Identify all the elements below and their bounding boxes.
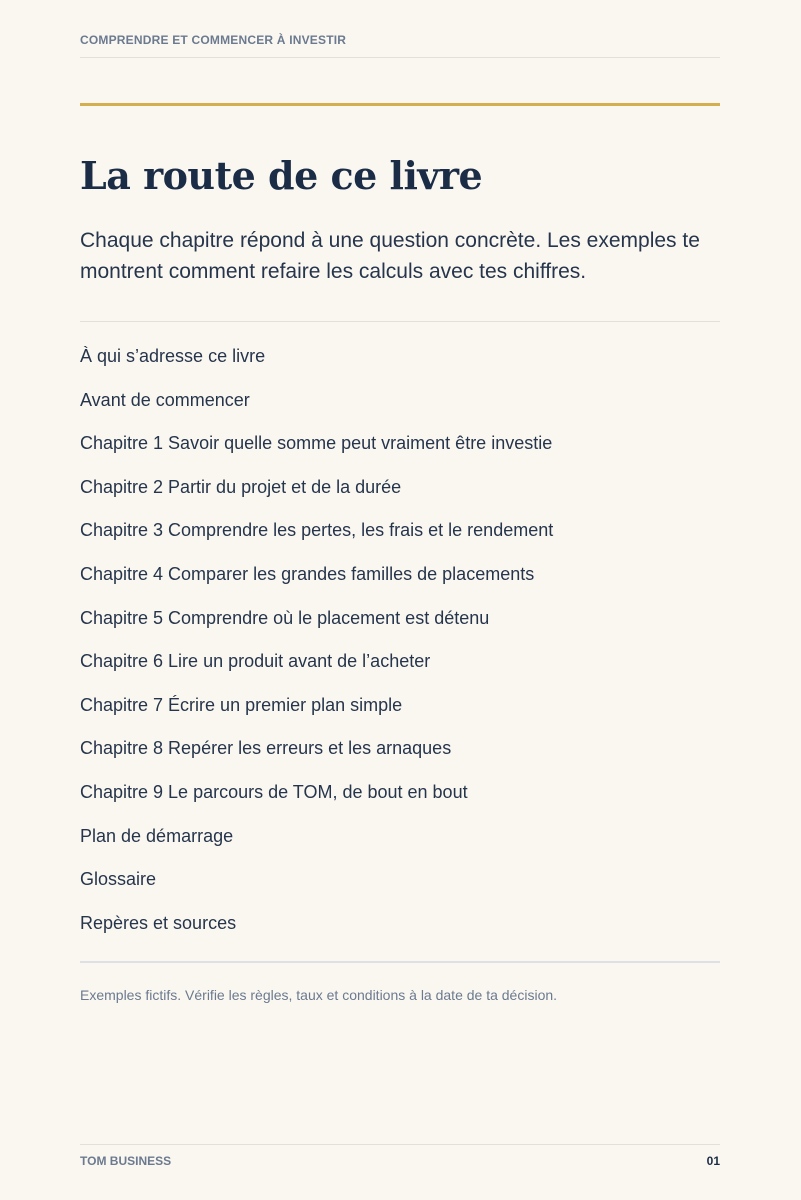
toc-item-chapter-6[interactable]: Chapitre 6 Lire un produit avant de l’acheter (80, 651, 431, 672)
toc-item-sources[interactable]: Repères et sources (80, 912, 237, 933)
toc-divider (80, 961, 720, 963)
toc-item-chapter-8[interactable]: Chapitre 8 Repérer les erreurs et les arnaques (80, 738, 452, 759)
intro-divider (80, 321, 720, 322)
toc-item-before-starting[interactable]: Avant de commencer (80, 389, 250, 410)
header-divider (80, 57, 720, 58)
page-number: 01 (706, 1154, 720, 1168)
toc-item-audience[interactable]: À qui s’adresse ce livre (80, 346, 266, 366)
toc-item-chapter-7[interactable]: Chapitre 7 Écrire un premier plan simple (80, 694, 403, 715)
toc-item-chapter-5[interactable]: Chapitre 5 Comprendre où le placement est détenu (80, 607, 490, 628)
toc-item-chapter-4[interactable]: Chapitre 4 Comparer les grandes familles de placements (80, 563, 535, 584)
page-title: La route de ce livre (80, 153, 483, 198)
toc-item-chapter-3[interactable]: Chapitre 3 Comprendre les pertes, les frais et le rendement (80, 520, 554, 541)
disclaimer-note: Exemples fictifs. Vérifie les règles, taux et conditions à la date de ta décision. (80, 987, 558, 1003)
running-header: COMPRENDRE ET COMMENCER À INVESTIR (80, 33, 347, 47)
toc-item-glossary[interactable]: Glossaire (80, 869, 157, 890)
intro-paragraph: Chaque chapitre répond à une question concrète. Les exemples te montrent comment refaire les calculs avec tes chiffres. (80, 229, 700, 283)
toc-item-chapter-1[interactable]: Chapitre 1 Savoir quelle somme peut vraiment être investie (80, 433, 553, 454)
footer-brand: TOM BUSINESS (80, 1154, 172, 1168)
footer-divider (80, 1144, 720, 1145)
toc-item-chapter-2[interactable]: Chapitre 2 Partir du projet et de la durée (80, 476, 402, 497)
toc-item-chapter-9[interactable]: Chapitre 9 Le parcours de TOM, de bout en bout (80, 781, 468, 802)
accent-rule (80, 103, 720, 106)
toc-item-start-plan[interactable]: Plan de démarrage (80, 825, 234, 846)
table-of-contents (80, 335, 553, 945)
